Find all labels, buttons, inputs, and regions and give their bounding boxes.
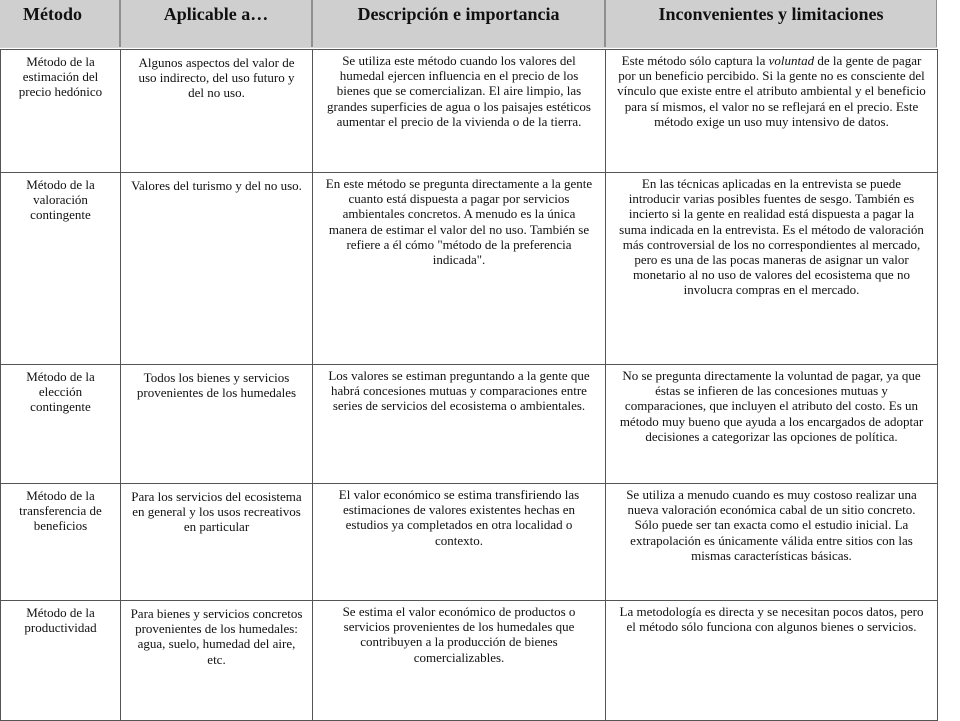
cell-inconvenientes (606, 173, 938, 365)
cell-descripcion (313, 365, 606, 484)
inconvenientes-text (617, 53, 926, 129)
cell-metodo (1, 601, 121, 721)
header-aplicable: Aplicable a… (120, 0, 312, 47)
inconvenientes-text: Se utiliza a menudo cuando es muy costoso realizar una nueva valoración económica cabal de un sitio concreto. Sólo puede ser tan exacta como el estudio inicial. La extrapolación es únicamente válida entre sitios con las mismas características básicas. (626, 487, 917, 563)
descripcion-text: Se estima el valor económico de productos o servicios provenientes de los humedales que contribuyen a la producción de bienes comercializables. (342, 604, 576, 665)
metodo-text: Método de la elección contingente (26, 369, 95, 415)
table-row (1, 50, 938, 173)
descripcion-text: Se utiliza este método cuando los valores del humedal ejercen influencia en el precio de los bienes que se comercializan. El aire limpio, las grandes superficies de agua o los paisajes estéticos aumentar el precio de la vivienda o de la tierra. (327, 53, 591, 129)
inconvenientes-text-italic: voluntad (768, 53, 815, 68)
cell-metodo (1, 173, 121, 365)
cell-descripcion (313, 601, 606, 721)
descripcion-text: En este método se pregunta directamente a la gente cuanto está dispuesta a pagar por servicios ambientales concretos. A menudo es la única manera de estimar el valor del no uso. También se refiere a él cómo "método de la preferencia indicada". (325, 176, 593, 268)
cell-inconvenientes (606, 601, 938, 721)
descripcion-text: Los valores se estiman preguntando a la gente que habrá concesiones mutuas y comparaciones entre series de servicios del ecosistema o ambientales. (328, 368, 590, 414)
cell-inconvenientes (606, 484, 938, 601)
inconvenientes-text-post: de la gente de pagar por un beneficio percibido. Si la gente no es consciente del vínculo que existe entre el atributo ambiental y el beneficio para sí mismos, el valor no se reflejará en el precio. Este método exige un uso muy intensivo de datos. (617, 53, 926, 129)
methods-table (0, 49, 938, 721)
descripcion-text: El valor económico se estima transfiriendo las estimaciones de valores existentes hechas en estudios ya completados en otra localidad o contexto. (338, 487, 580, 548)
cell-descripcion (313, 173, 606, 365)
cell-metodo (1, 50, 121, 173)
metodo-text: Método de la estimación del precio hedónico (18, 54, 103, 100)
inconvenientes-text: En las técnicas aplicadas en la entrevista se puede introducir varias posibles fuentes de sesgo. También es incierto si la gente en realidad está dispuesta a pagar la suma indicada en la entrevista. Es el método de valoración más controversial de los no correspondientes al mercado, pero es una de las pocas maneras de asignar un valor monetario al no uso de valores del ecosistema que no involucra compras en el mercado. (619, 176, 924, 298)
table-row (1, 484, 938, 601)
cell-aplicable (121, 173, 313, 365)
aplicable-text: Algunos aspectos del valor de uso indirecto, del uso futuro y del no uso. (138, 55, 295, 101)
header-inconvenientes: Inconvenientes y limitaciones (605, 0, 937, 47)
cell-aplicable (121, 484, 313, 601)
cell-metodo (1, 484, 121, 601)
cell-descripcion (313, 484, 606, 601)
metodo-text: Método de la valoración contingente (26, 177, 95, 223)
table-body-wrap (0, 49, 937, 720)
metodo-text: Método de la productividad (24, 605, 97, 636)
cell-aplicable (121, 50, 313, 173)
table-header (0, 0, 937, 48)
table-row (1, 173, 938, 365)
inconvenientes-text-pre: Este método sólo captura la (621, 53, 769, 68)
aplicable-text: Para bienes y servicios concretos provenientes de los humedales: agua, suelo, humedad del aire, etc. (130, 606, 303, 667)
table-row (1, 365, 938, 484)
aplicable-text: Para los servicios del ecosistema en general y los usos recreativos en particular (131, 489, 302, 535)
cell-metodo (1, 365, 121, 484)
cell-aplicable (121, 365, 313, 484)
cell-inconvenientes (606, 365, 938, 484)
header-metodo: Método (0, 0, 120, 47)
cell-descripcion (313, 50, 606, 173)
header-descripcion: Descripción e importancia (312, 0, 605, 47)
cell-aplicable (121, 601, 313, 721)
cell-inconvenientes (606, 50, 938, 173)
table-row (1, 601, 938, 721)
inconvenientes-text: No se pregunta directamente la voluntad de pagar, ya que éstas se infieren de las concesiones mutuas y comparaciones, que incluyen el atributo del costo. Es un método muy bueno que ayuda a los encargados de adoptar decisiones a categorizar las opciones de política. (619, 368, 924, 444)
aplicable-text: Todos los bienes y servicios provenientes de los humedales (136, 370, 297, 401)
inconvenientes-text: La metodología es directa y se necesitan pocos datos, pero el método sólo funciona con algunos bienes o servicios. (619, 604, 924, 635)
aplicable-text: Valores del turismo y del no uso. (131, 178, 302, 193)
metodo-text: Método de la transferencia de beneficios (19, 488, 102, 534)
